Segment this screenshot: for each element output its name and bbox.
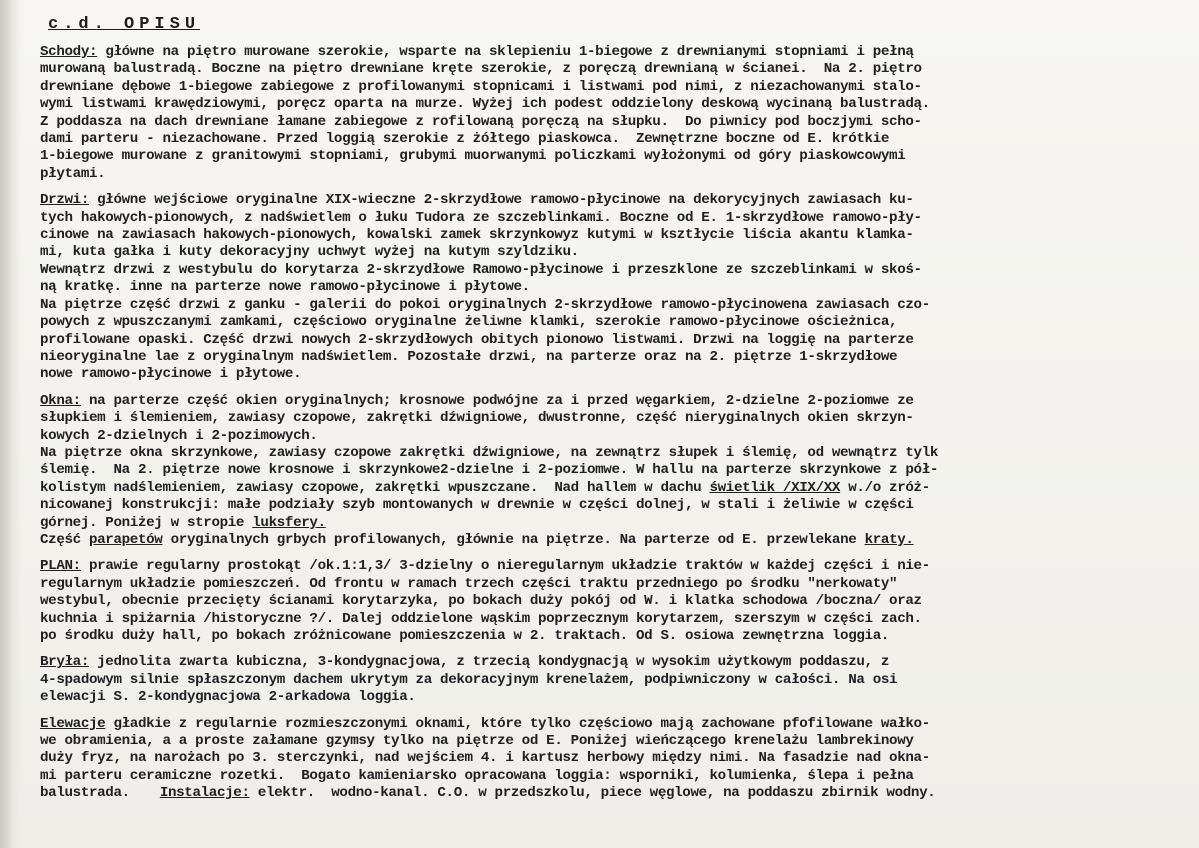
text-line: wymi listwami krawędziowymi, poręcz oparta na murze. Wyżej ich podest oddzielony deskową wycinaną balustradą. xyxy=(40,96,930,113)
text-line: słupkiem i ślemieniem, zawiasy czopowe, zakrętki dźwigniowe, dwustronne, część nieryginalnych okien skrzyn- xyxy=(40,410,914,427)
text-line: regularnym układzie pomieszczeń. Od frontu w ramach trzech części traktu przedniego po środku "nerkowaty" xyxy=(40,575,898,592)
text-line: ną kratkę. inne na parterze nowe ramowo-płycinowe i płytowe. xyxy=(40,279,530,296)
text-line: we obramienia, a a proste załamane gzymsy tylko na piętrze od E. Poniżej wieńczącego krenelażu lambrekinowy xyxy=(40,733,914,750)
text-span: balustrada. xyxy=(40,785,130,802)
text-line: mi parteru ceramiczne rozetki. Bogato kamieniarsko opracowana loggia: wsporniki, kolumienka, ślepa i pełna xyxy=(40,767,914,784)
text-line: po środku duży hall, po bokach zróżnicowane pomieszczenia w 2. traktach. Od S. osiowa zewnętrzna loggia. xyxy=(40,628,890,644)
text-line xyxy=(40,515,1181,532)
section-bryla xyxy=(40,654,1181,706)
text-line: Na piętrze część drzwi z ganku - galerii do pokoi oryginalnych 2-skrzydłowe ramowo-płycinowena zawiasach czo- xyxy=(40,296,930,313)
text-line: duży fryz, na narożach po 3. sterczynki, nad wejściem 4. i kartusz herbowy między nimi. Na fasadzie nad okna- xyxy=(40,750,930,767)
section-label-bryla: Bryła: xyxy=(40,654,89,671)
text-span: na parterze część okien oryginalnych; krosnowe podwójne za i przed węgarkiem, 2-dzielne 2-poziomwe ze xyxy=(80,392,914,409)
section-elewacje xyxy=(40,716,1181,803)
section-schody xyxy=(40,44,1181,183)
document-header: c.d. OPISU xyxy=(48,15,201,34)
section-label-okna: Okna: xyxy=(40,392,81,409)
text-line xyxy=(40,558,1181,575)
text-line: Z poddasza na dach drewniane łamane zabiegowe z rofilowaną poręczą na słupku. Do piwnicy pod boczjymi scho- xyxy=(40,113,922,130)
text-line: tych hakowych-pionowych, z nadświetlem o łuku Tudora ze szczeblinkami. Boczne od E. 1-skrzydłowe ramowo-pły- xyxy=(40,209,922,226)
section-plan xyxy=(40,558,1181,645)
text-line: cinowe na zawiasach hakowych-pionowych, kowalski zamek skrzynkowyz kutymi w ksztłycie liścia akantu klamka- xyxy=(40,227,914,244)
text-line: ślemię. Na 2. piętrze nowe krosnowe i skrzynkowe2-dzielne i 2-poziomwe. W hallu na parterze skrzynkowe z pół- xyxy=(40,462,939,479)
text-line xyxy=(40,716,1181,733)
section-label-schody: Schody: xyxy=(40,44,98,60)
text-line: kuchnia i spiżarnia /historyczne ?/. Dalej oddzielone wąskim poprzecznym korytarzem, szerszym w części zach. xyxy=(40,610,922,627)
text-line xyxy=(40,654,1181,671)
text-span: elektr. wodno-kanal. C.O. w przedszkolu, piece węglowe, na poddaszu zbirnik wodny. xyxy=(249,785,936,802)
text-line: drewniane dębowe 1-biegowe zabiegowe z profilowanymi stopnicami i listwami pod nimi, z niezachowanymi stalo- xyxy=(40,78,922,95)
underlined-term: świetlik /XIX/XX xyxy=(709,479,841,496)
text-span: górnej. Poniżej w stropie xyxy=(40,514,253,531)
text-line: 1-biegowe murowane z granitowymi stopniami, grubymi muorwanymi policzkami wyłożonymi od góry piaskowcowymi xyxy=(40,148,906,165)
text-line: elewacji S. 2-kondygnacjowa 2-arkadowa loggia. xyxy=(40,689,416,706)
text-line: murowaną balustradą. Boczne na piętro drewniane kręte szerokie, z poręczą drewnianą w ścianei. Na 2. piętro xyxy=(40,61,922,78)
text-span: główne wejściowe oryginalne XIX-wieczne 2-skrzydłowe ramowo-płycinowe na dekorycyjnych zawiasach ku- xyxy=(88,192,914,209)
scan-edge-shadow xyxy=(0,0,22,848)
text-line xyxy=(40,192,1181,209)
text-span: gładkie z regularnie rozmieszczonymi oknami, które tylko częściowo mają zachowane pfofilowane wałko- xyxy=(105,715,930,732)
text-line: Wewnątrz drzwi z westybulu do korytarza 2-skrzydłowe Ramowo-płycinowe i przeszklone ze szczeblinkami w skoś- xyxy=(40,261,922,278)
text-line: 4-spadowym silnie spłaszczonym dachem ukrytym za dekoracyjnym krenelażem, podpiwniczony w całości. Na osi xyxy=(40,671,898,688)
text-line: westybul, obecnie przecięty ścianami korytarzyka, po bokach duży pokój od W. i klatka schodowa /boczna/ oraz xyxy=(40,593,922,610)
text-line xyxy=(40,532,1181,549)
text-span: główne na piętro murowane szerokie, wsparte na sklepieniu 1-biegowe z drewnianymi stopniami i pełną xyxy=(97,44,914,60)
text-line: profilowane opaski. Część drzwi nowych 2-skrzydłowych obitych pionowo listwami. Drzwi na loggię na parterze xyxy=(40,331,914,348)
text-line: nowe ramowo-płycinowe i płytowe. xyxy=(40,366,302,383)
section-label-instalacje: Instalacje: xyxy=(159,785,250,802)
text-line: nicowanej konstrukcji: małe podziały szyb montowanych w drewnie w części dolnej, w stali i żeliwie w części xyxy=(40,497,914,514)
section-label-plan: PLAN: xyxy=(40,558,81,575)
underlined-term: luksfery. xyxy=(252,514,326,531)
text-line: kowych 2-dzielnych i 2-pozimowych. xyxy=(40,427,318,444)
text-span: oryginalnych grbych profilowanych, głównie na piętrze. Na parterze od E. przewlekane xyxy=(162,531,865,548)
text-span: Część xyxy=(40,531,89,548)
text-line: mi, kuta gałka i kuty dekoracyjny uchwyt wyżej na kutym szyldziku. xyxy=(40,244,579,261)
text-line: dami parteru - niezachowane. Przed loggią szerokie z żółtego piaskowca. Zewnętrzne boczne od E. krótkie xyxy=(40,131,890,148)
text-line xyxy=(40,393,1181,410)
text-line xyxy=(40,44,1181,61)
text-line: Na piętrze okna skrzynkowe, zawiasy czopowe zakrętki dźwigniowe, na zewnątrz słupek i ślemię, od wewnątrz tylk xyxy=(40,444,939,461)
underlined-term: kraty. xyxy=(864,531,914,548)
section-label-drzwi: Drzwi: xyxy=(40,192,89,209)
text-line: płytami. xyxy=(40,165,106,182)
text-span: w./o zróż- xyxy=(840,479,930,496)
text-line xyxy=(40,785,1181,802)
text-line: nieoryginalne lae z oryginalnym nadświetlem. Pozostałe drzwi, na parterze oraz na 2. piętrze 1-skrzydłowe xyxy=(40,348,898,365)
text-line: powych z wpuszczanymi zamkami, częściowo oryginalne żeliwne klamki, szerokie ramowo-płycinowe ościeżnica, xyxy=(40,314,898,331)
section-label-elewacje: Elewacje xyxy=(40,715,106,732)
underlined-term: parapetów xyxy=(88,531,163,548)
text-span: jednolita zwarta kubiczna, 3-kondygnacjowa, z trzecią kondygnacją w wysokim użytkowym poddaszu, z xyxy=(88,654,890,671)
text-span: prawie regularny prostokąt /ok.1:1,3/ 3-dzielny o nieregularnym układzie traktów w każdej części i nie- xyxy=(80,558,930,575)
section-okna xyxy=(40,393,1181,550)
section-drzwi xyxy=(40,192,1181,383)
text-span: kolistym nadślemieniem, zawiasy czopowe, zakrętki wpuszczane. Nad hallem w dachu xyxy=(40,479,710,496)
text-line xyxy=(40,480,1181,497)
